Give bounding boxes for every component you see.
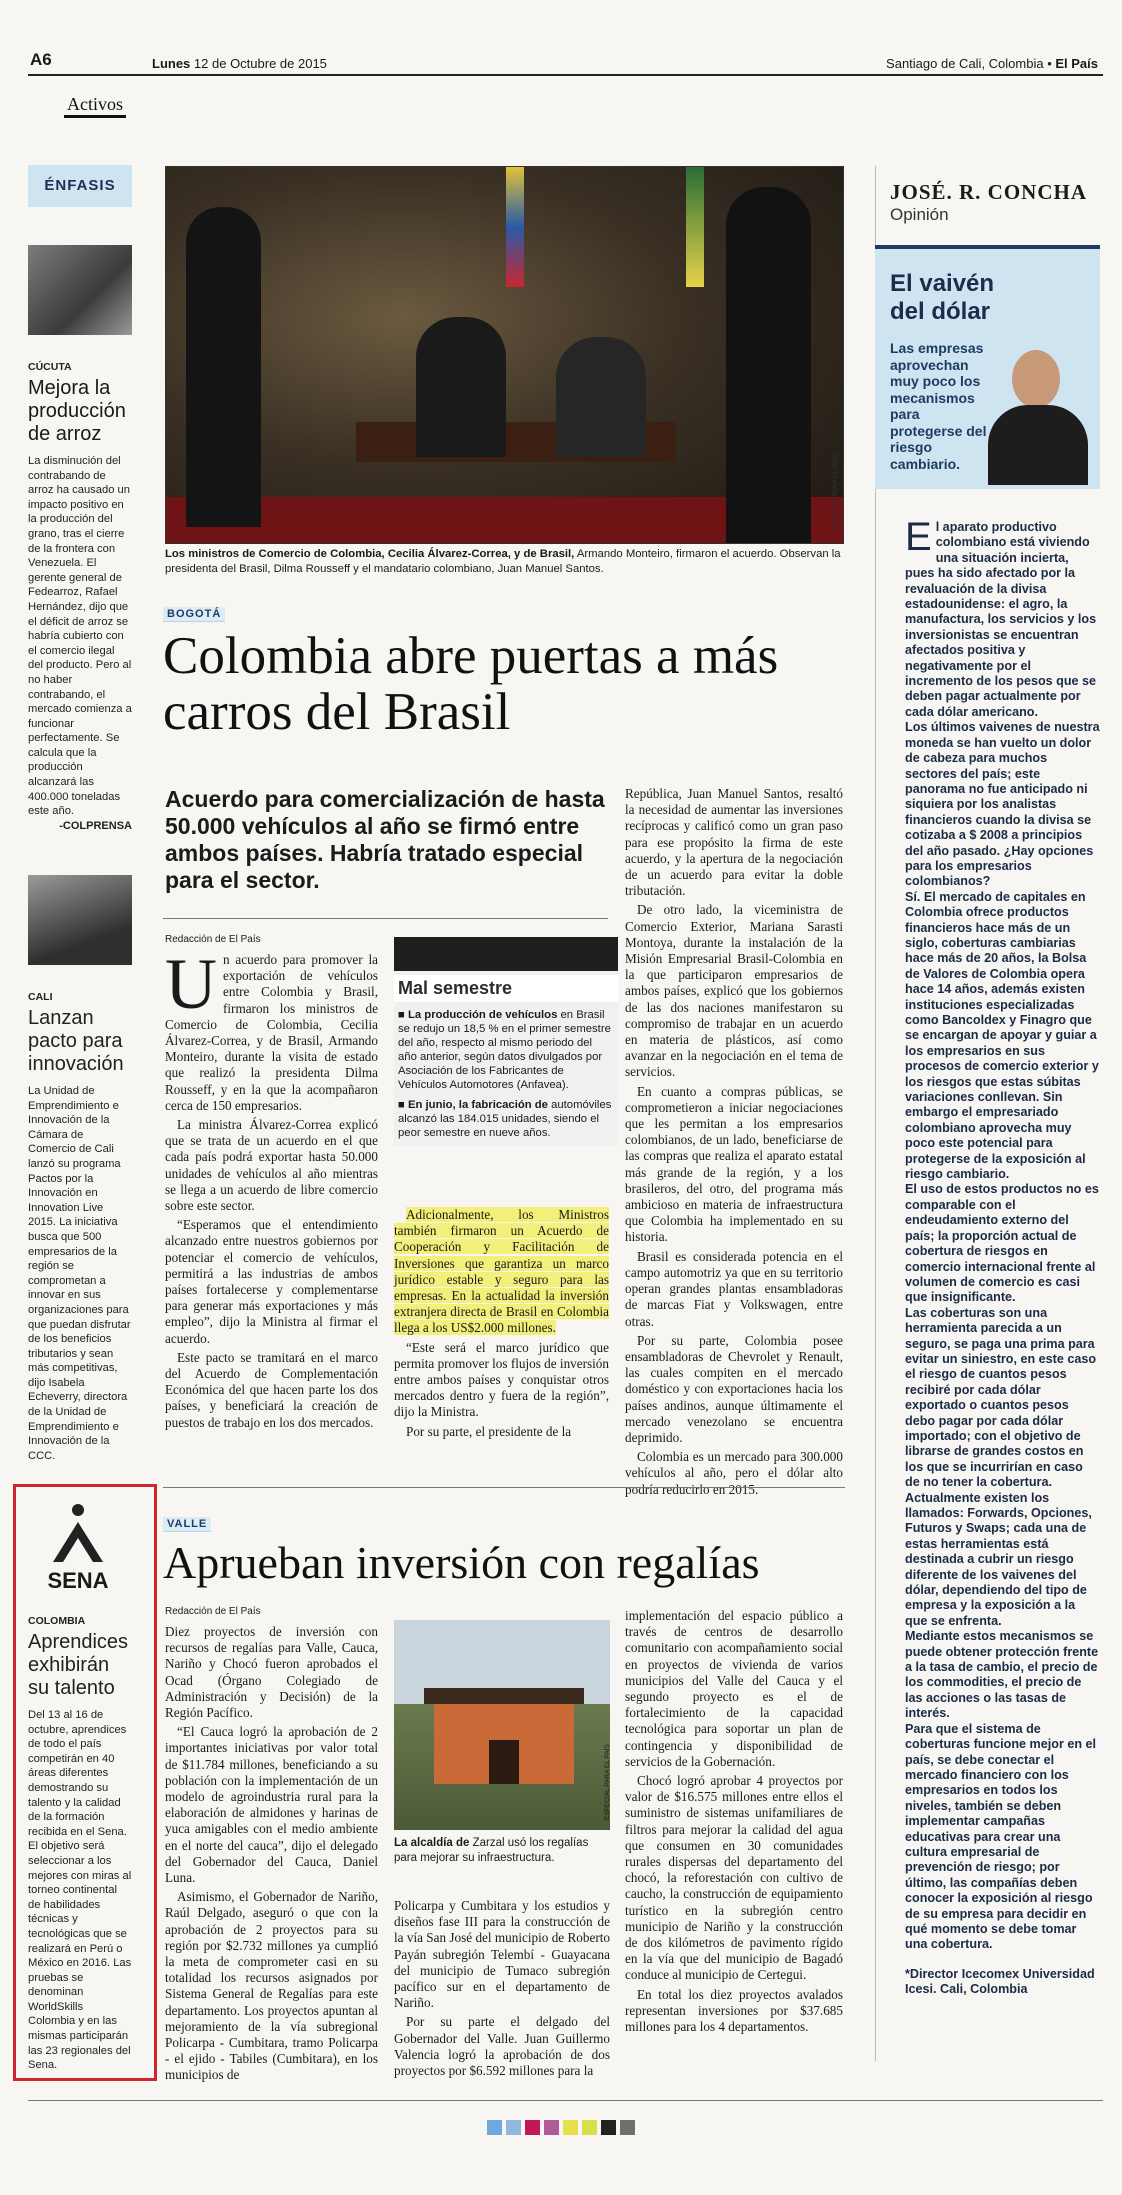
mal-semestre-item-1-bold: La producción de vehículos: [407, 1009, 558, 1021]
main-col3-p6: Colombia es un mercado para 300.000 vehículos al año, pero el dólar alto podría reducirlo en 2015.: [625, 1449, 843, 1497]
second-col1-p1: Diez proyectos de inversión con recursos de regalías para Valle, Cauca, Nariño y Chocó fueron aprobados el Ocad (Órgano Colegiado de Administración y Decisión) de la Región Pacífico.: [165, 1624, 378, 1721]
opinion-subtitle: Las empresas aprovechan muy poco los mecanismos para protegerse del riesgo cambiario.: [890, 340, 987, 472]
page-number: A6: [30, 50, 52, 69]
zarzal-building-door: [489, 1740, 519, 1784]
photo-flag-left: [506, 167, 524, 287]
footer-rule: [28, 2100, 1103, 2101]
opinion-author-photo: [980, 350, 1095, 485]
cucuta-place: CÚCUTA: [28, 361, 72, 373]
mal-semestre-title: Mal semestre: [394, 975, 618, 1002]
opinion-body: [905, 515, 1100, 1998]
zarzal-photo: [394, 1620, 610, 1830]
zarzal-photo-credit: ESPECIAL PARA EL PAÍS: [604, 1744, 611, 1820]
main-kicker: BOGOTÁ: [163, 607, 225, 622]
main-col1-p1: n acuerdo para promover la exportación de vehículos entre Colombia y Brasil, firmaron los ministros de Comercio de Colombia, Cecilia Álvarez-Correa, y de Brasil, Armando Monteiro, durante la visita de estado que realizó la presidenta Dilma Rousseff, y en la que la acompañaron cerca de 150 empresarios.: [165, 952, 378, 1113]
header-date: [152, 56, 327, 71]
second-kicker: VALLE: [163, 1517, 211, 1532]
main-caption-rest: Armando Monteiro, firmaron el acuerdo. Observan la presidenta del Brasil, Dilma Rousseff y el mandatario colombiano, Juan Manuel Santos.: [165, 548, 841, 575]
cali-thumbnail: [28, 875, 132, 965]
opinion-p6: Actualmente existen los llamados: Forwards, Opciones, Futuros y Swaps; cada una de estas herramientas está destinada a cubrir un riesgo diferente de los vaivenes del dólar, dependiendo del tipo de empresa y la exposición a la que se enfrenta.: [905, 1490, 1092, 1628]
main-col3-p3: En cuanto a compras públicas, se comprometieron a iniciar negociaciones que les permitan a los empresarios colombianos, de un lado, beneficiarse de las compras que realiza el aparato estatal más grande de la región, y a los brasileros, del otro, del programa más ambicioso en materia de infraestructura que Colombia ha implementado en su historia.: [625, 1083, 843, 1245]
cucuta-title: Mejora la producción de arroz: [28, 377, 126, 445]
zarzal-building-roof: [424, 1688, 584, 1704]
opinion-author-head: [1012, 350, 1060, 408]
color-swatch-8: [620, 2120, 635, 2135]
photo-person-2: [416, 317, 506, 457]
opinion-p2: Los últimos vaivenes de nuestra moneda se han vuelto un dolor de cabeza para muchos sectores del país; este panorama no fue anticipado ni siquiera por los analistas financieros cuando la divisa se cotizaba a $ 2008 a principios del año pasado. ¿Hay opciones para los empresarios colombianos?: [905, 720, 1100, 889]
zarzal-caption: [394, 1836, 610, 1865]
main-col3-p5: Por su parte, Colombia posee ensambladoras de Chevrolet y Renault, las cuales compiten en el mercado doméstico y con exportaciones hacia los países andinos, aunque últimamente el mercado venezolano se encuentra deprimido.: [625, 1332, 843, 1445]
cali-place: CALI: [28, 991, 53, 1003]
stories-divider: [163, 1487, 845, 1488]
color-swatch-5: [563, 2120, 578, 2135]
opinion-title: El vaivén del dólar: [890, 270, 995, 325]
cucuta-source: -COLPRENSA: [59, 819, 132, 832]
sidebar-item-cali: [28, 990, 132, 1463]
cucuta-thumbnail: [28, 245, 132, 335]
mal-semestre-item-1: ■ La producción de vehículos en Brasil se redujo un 18,5 % en el primer semestre del año, respecto al mismo periodo del año anterior, según datos divulgados por Asociación de los Fabricantes de Vehículos Automotores (Anfavea).: [398, 1009, 611, 1091]
cucuta-body: La disminución del contrabando de arroz ha causado un impacto positivo en la producción del grano, tras el cierre de la frontera con Venezuela. El gerente general de Fedearroz, Rafael Hernández, dijo que el déficit de arroz se habría cubierto con el comercio ilegal del producto. Pero al no haber contrabando, el mercado comienza a funcionar perfectamente. Se calcula que la producción alcanzará las 400.000 toneladas este año.: [28, 455, 132, 818]
main-photo-credit: ESPECIAL PARA EL PAÍS: [832, 454, 839, 530]
second-col3-p3: En total los diez proyectos avalados representan inversiones por $37.685 millones para los 4 departamentos.: [625, 1986, 843, 2035]
mal-semestre-box: [394, 937, 618, 1146]
opinion-author-body: [988, 405, 1088, 485]
zarzal-caption-rest: Zarzal usó los regalías para mejorar su infraestructura.: [394, 1837, 589, 1864]
color-swatch-4: [544, 2120, 559, 2135]
section-tab: Activos: [64, 94, 126, 118]
main-col3-p1: República, Juan Manuel Santos, resaltó la necesidad de aumentar las inversiones recíprocas y calificó como un gran paso para ese propósito la firma de este acuerdo, y la apertura de la negociación de un acuerdo para evitar la doble tributación.: [625, 786, 843, 899]
main-col1-p2: La ministra Álvarez-Correa explicó que se trata de un acuerdo en el que cada país podrá exportar hasta 50.000 unidades de vehículos al año mientras se llega a un acuerdo de libre comercio sobre este sector.: [165, 1117, 378, 1214]
main-photo-caption: [165, 547, 845, 576]
opinion-drop-cap: E: [905, 515, 932, 559]
main-col1-p3: “Esperamos que el entendimiento alcanzado entre nuestros gobiernos por potenciar el comercio de vehículos, permitirá a las industrias de ambos países fortalecerse y complementarse para generar más exportaciones y más empleo”, dijo la Ministra al firmar el acuerdo.: [165, 1217, 378, 1346]
mal-semestre-item-2: ■ En junio, la fabricación de automóviles alcanzó las 184.015 unidades, siendo el peor semestre en nueve años.: [398, 1099, 612, 1139]
photo-person-3: [556, 337, 646, 457]
main-col2-highlight-text: Adicionalmente, los Ministros también firmaron un Acuerdo de Cooperación y Facilitación de Inversiones que garantiza un marco jurídico estable y seguro para las empresas. En la actualidad la inversión extranjera directa de Brasil en Colombia llega a los US$2.000 millones.: [394, 1207, 609, 1336]
main-caption-bold: Los ministros de Comercio de Colombia, Cecilia Álvarez-Correa, y de Brasil,: [165, 548, 575, 560]
opinion-p7: Mediante estos mecanismos se puede obtener protección frente a la tasa de cambio, el precio de los commodities, el precio de las acciones o las tasas de interés.: [905, 1629, 1099, 1721]
mal-semestre-item-1-rest: en Brasil se redujo un 18,5 % en el primer semestre del año, respecto al mismo periodo del año anterior, según datos divulgados por Asociación de los Fabricantes de Vehículos Automotores (Anfavea).: [398, 1009, 611, 1091]
mal-semestre-item-2-bold: En junio, la fabricación de: [407, 1099, 548, 1111]
sena-title: Aprendices exhibirán su talento: [28, 1631, 129, 1699]
main-col1-p4: Este pacto se tramitará en el marco del Acuerdo de Complementación Económica del que hacen parte los dos países, y beneficiará la creación de puestos de trabajo en los dos mercados.: [165, 1349, 378, 1430]
main-col2-p2: Por su parte, el presidente de la: [406, 1423, 572, 1439]
header-date-rest: 12 de Octubre de 2015: [193, 56, 327, 71]
header-rule: [28, 74, 1103, 76]
photo-person-4: [726, 187, 811, 543]
second-col1-p2: “El Cauca logró la aprobación de 2 importantes iniciativas por valor total de $11.784 millones, beneficiando a su población con la implementación de un modelo de agroindustria rural para la elaboración de almidones y harinas de yuca amigables con el medio ambiente en el norte del cauca”, dijo el delegado del Gobernador del Cauca, Daniel Luna.: [165, 1724, 378, 1886]
color-registration-bar: [487, 2120, 639, 2140]
color-swatch-1: [487, 2120, 502, 2135]
sena-logo-icon: [43, 1500, 113, 1570]
main-photo: [165, 166, 844, 544]
mal-semestre-item-2-rest: automóviles alcanzó las 184.015 unidades, siendo el peor semestre en nueve años.: [398, 1099, 612, 1139]
color-swatch-7: [601, 2120, 616, 2135]
main-deck-rule: [163, 918, 608, 919]
opinion-p4: El uso de estos productos no es comparable con el endeudamiento externo del país; la proporción actual de cobertura de riesgos en comercio internacional frente al volumen de comercio es casi que insignificante.: [905, 1182, 1099, 1305]
main-col3-p2: De otro lado, la viceministra de Comercio Exterior, Mariana Sarasti Montoya, durante la instalación de la Misión Empresarial Brasil-Colombia en la que participaron empresarios de ambos países, explicó que los gobiernos de las dos naciones manifestaron su compromiso de trabajar en un acuerdo en materia de plásticos, así como avanzar en la negociación en el tema de servicios.: [625, 902, 843, 1080]
main-col2-p1: “Este será el marco jurídico que permita promover los flujos de inversión entre ambos países y conquistar otros mercados dentro y fuera de la región”, dijo la Ministra.: [394, 1339, 609, 1420]
cali-title: Lanzan pacto para innovación: [28, 1007, 124, 1075]
sena-place: COLOMBIA: [28, 1615, 86, 1627]
second-byline: Redacción de El País: [165, 1606, 261, 1617]
main-col3-p4: Brasil es considerada potencia en el campo automotriz ya que en su territorio operan grandes plantas ensambladoras de marcas Fiat y Volkswagen, entre otras.: [625, 1248, 843, 1329]
sena-logo: [28, 1500, 128, 1594]
second-col1-p3: Asimismo, el Gobernador de Nariño, Raúl Delgado, aseguró o que con la aprobación de 2 proyectos para su región por $2.732 millones ya cumplió la meta de comprometer casi en su totalidad los recursos asignados por Sistema General de Regalías para este departamento. Los proyectos apuntan al mejoramiento de la vía subregional Policarpa - Cumbitara, tramo Policarpa - el ejido - Tabiles (Cumbitara), en los municipios de: [165, 1889, 378, 2083]
second-col-3: [625, 1608, 843, 2038]
second-col-2: [394, 1898, 610, 2082]
sena-logo-text: SENA: [44, 1568, 111, 1594]
opinion-p5: Las coberturas son una herramienta parecida a un seguro, se paga una prima para evitar un siniestro, en este caso el riesgo de cuantos pesos recibiré por cada dólar exportado o cuantos pesos debo pagar por cada dólar importado; con el objetivo de librarse de grandes costos en los que se incurrirían en caso de no tener la cobertura.: [905, 1305, 1097, 1490]
enfasis-label: ÉNFASIS: [28, 165, 132, 207]
second-col2-p1: Policarpa y Cumbitara y los estudios y diseños fase III para la construcción de la vía San José del municipio de Roberto Payán subregión Telembí - Guayacana del municipio de Tumaco subregión pacífico sur en el departamento de Nariño.: [394, 1898, 610, 2011]
header-brand: El País: [1055, 56, 1098, 71]
sena-body: Del 13 al 16 de octubre, aprendices de todo el país competirán en 40 áreas diferentes demostrando su talento y la calidad de la formación recibida en el Sena. El objetivo será seleccionar a los mejores con miras al torneo continental de habilidades técnicas y tecnológicas que se realizará en Perú o México en 2016. Las pruebas se denominan WorldSkills Colombia y en las mismas participarán las 23 regionales del Sena.: [28, 1709, 132, 2072]
opinion-footnote: *Director Icecomex Universidad Icesi. Cali, Colombia: [905, 1966, 1095, 1997]
second-col3-p1: implementación del espacio público a través de centros de desarrollo comunitario con acompañamiento social en proyectos de vivienda de varios municipios del Valle del Cauca y el segundo proyecto es el de fortalecimiento de la capacidad tecnológica para soportar un plan de contingencia y disponibilidad de servicios de la Gobernación.: [625, 1608, 843, 1769]
second-col2-p2: Por su parte el delgado del Gobernador del Valle. Juan Guillermo Valencia logró la aprobación de dos proyectos por $6.592 millones para la: [394, 2014, 610, 2079]
color-swatch-2: [506, 2120, 521, 2135]
photo-person-1: [186, 207, 261, 527]
color-swatch-6: [582, 2120, 597, 2135]
main-drop-cap: U: [165, 944, 217, 1024]
main-col-2: [394, 1207, 609, 1443]
second-col-1: [165, 1624, 378, 2087]
opinion-label: Opinión: [890, 205, 949, 224]
sidebar-item-cucuta: [28, 360, 132, 834]
sidebar-item-sena: [28, 1614, 132, 2073]
opinion-p8: Para que el sistema de coberturas funcione mejor en el país, se debe conectar el mercado financiero con los empresarios en todos los niveles, también se deben implementar campañas educativas para crear una cultura empresarial de prevención de riesgo; por último, las compañías deben conocer la exposición al riesgo de su empresa para decidir en qué momento se debe tomar una cobertura.: [905, 1721, 1097, 1952]
second-col3-p2: Chocó logró aprobar 4 proyectos por valor de $16.575 millones entre ellos el suministro de sistemas unifamiliares de filtros para mejorar la calidad del agua que consumen en 30 comunidades rurales dispersas del departamento del chocó, la reforestación con cultivo de caucho, la construcción de equipamiento turístico en la subregión centro municipio de Nariño y la construcción de dos kilómetros de pavimento rígido en la vía que del municipio de Bagadó conduce al municipio de Certegui.: [625, 1773, 843, 1983]
opinion-p1: l aparato productivo colombiano está viviendo una situación incierta, pues ha sido afectado por la revaluación de la divisa estadounidense: el agro, la manufactura, los servicios y los inversionistas se encuentran afectados positiva y negativamente por el incremento de los pesos que se deben pagar actualmente por cada dólar americano.: [905, 520, 1097, 719]
main-col-1: [165, 944, 378, 1434]
main-byline: Redacción de El País: [165, 934, 261, 945]
main-col2-highlight: [394, 1207, 609, 1337]
header-location-text: Santiago de Cali, Colombia •: [886, 56, 1056, 71]
main-headline: Colombia abre puertas a más carros del Brasil: [163, 627, 779, 741]
second-headline: Aprueban inversión con regalías: [163, 1537, 760, 1588]
zarzal-caption-bold: La alcaldía de: [394, 1837, 470, 1849]
photo-flag-right: [686, 167, 704, 287]
header-date-day: Lunes: [152, 56, 191, 71]
opinion-author: JOSÉ. R. CONCHA: [890, 180, 1088, 204]
opinion-p3: Sí. El mercado de capitales en Colombia ofrece productos financieros hace más de un siglo, coberturas cambiarias hace más de 20 años, la Bolsa de Valores de Colombia opera hace 14 años, además existen instituciones especializadas como Bancoldex y Finagro que se encargan de apoyar y guiar a los empresarios en sus procesos de comercio exterior y los riesgos que estas súbitas variaciones conllevan. Sin embargo el empresariado colombiano aprovecha muy poco este potencial para protegerse de la exposición al riesgo cambiario.: [905, 889, 1099, 1182]
header-location: [886, 56, 1098, 71]
color-swatch-3: [525, 2120, 540, 2135]
cali-body: La Unidad de Emprendimiento e Innovación de la Cámara de Comercio de Cali lanzó su programa Pactos por la Innovación en Innovation Live 2015. La iniciativa busca que 500 empresarios de la región se comprometan a innovar en sus organizaciones para que puedan disfrutar de los beneficios tributarios y sean más competitivas, dijo Isabela Echeverry, directora de la Unidad de Emprendimiento e Innovación de la CCC.: [28, 1085, 131, 1462]
main-deck: Acuerdo para comercialización de hasta 50.000 vehículos al año se firmó entre ambos países. Habría tratado especial para el sector.: [165, 786, 605, 893]
main-col-3: [625, 786, 843, 1501]
